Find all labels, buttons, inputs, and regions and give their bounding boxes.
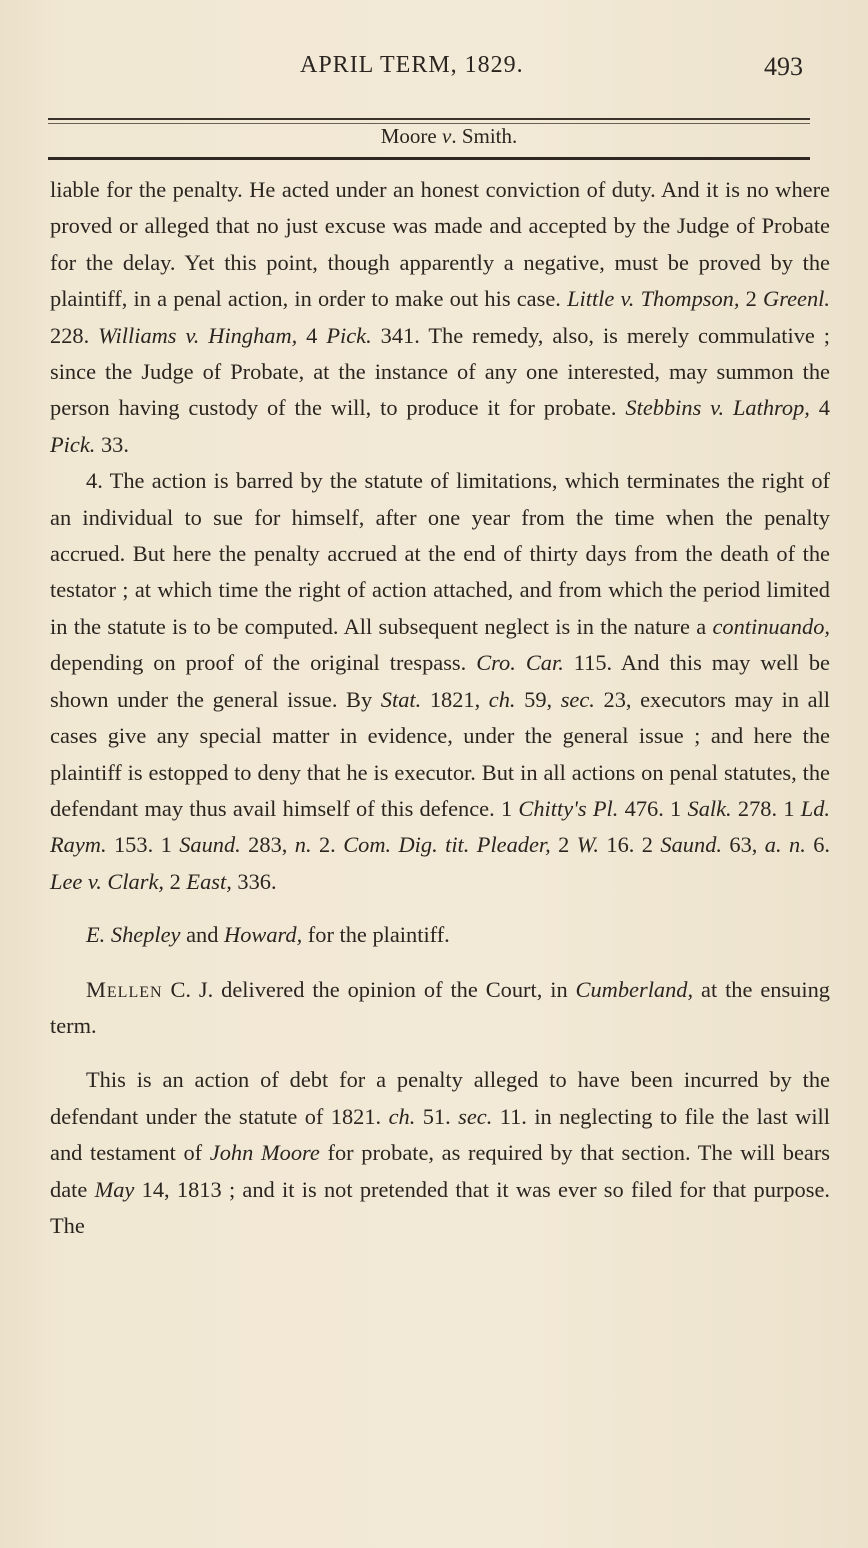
running-head	[0, 48, 868, 88]
paragraph-counsel: E. Shepley and Howard, for the plaintiff.	[86, 922, 450, 948]
header-rule-top	[48, 118, 810, 120]
page-body	[50, 172, 830, 1244]
paragraph-opinion: This is an action of debt for a penalty alleged to have been incurred by the defendant under the statute of 1821. ch. 51. sec. 11. in neglecting to file the last will and testament of John Moore for probate, as required by that section. The will bears date May 14, 1813 ; and it is not pretended that it was ever so filed for that purpose. The	[50, 1067, 831, 1238]
page-number: 493	[764, 52, 803, 81]
paragraph-opinion-intro: Mellen C. J. delivered the opinion of the Court, in Cumberland, at the ensuing term.	[50, 976, 830, 1038]
running-head-title: APRIL TERM, 1829.	[300, 52, 524, 78]
paragraph-argument-4: 4. The action is barred by the statute of limitations, which terminates the right of an individual to sue for himself, after one year from the time when the penalty accrued. But here the penalty accrued at the end of thirty days from the death of the testator ; at which time the right of action attached, and from which the period limited in the statute is to be computed. All subsequent neglect is in the nature a continuando, depending on proof of the original trespass. Cro. Car. 115. And this may well be shown under the general issue. By Stat. 1821, ch. 59, sec. 23, executors may in all cases give any special matter in evidence, under the general issue ; and here the plaintiff is estopped to deny that he is executor. But in all actions on penal statutes, the defendant may thus avail himself of this defence. 1 Chitty's Pl. 476. 1 Salk. 278. 1 Ld. Raym. 153. 1 Saund. 283, n. 2. Com. Dig. tit. Pleader, 2 W. 16. 2 Saund. 63, a. n. 6. Lee v. Clark, 2 East, 336.	[50, 468, 831, 894]
case-title	[0, 124, 868, 149]
case-title-part1: Moore	[380, 124, 442, 148]
header-rule-bottom	[48, 157, 810, 160]
case-title-v: v	[441, 124, 452, 148]
case-title-part2: . Smith.	[451, 124, 518, 148]
paragraph-argument-3: liable for the penalty. He acted under an honest conviction of duty. And it is no where proved or alleged that no just excuse was made and accepted by the Judge of Probate for the delay. Yet this point, though apparently a negative, must be proved by the plaintiff, in a penal action, in order to make out his case. Little v. Thompson, 2 Greenl. 228. Williams v. Hingham, 4 Pick. 341. The remedy, also, is merely commulative ; since the Judge of Probate, at the instance of any one interested, may summon the person having custody of the will, to produce it for probate. Stebbins v. Lathrop, 4 Pick. 33.	[50, 177, 831, 457]
